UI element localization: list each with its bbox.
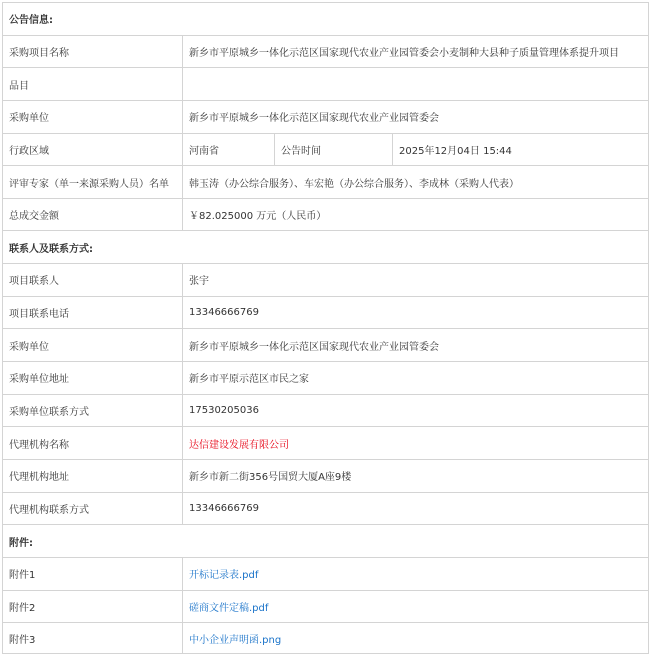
row-value-announce-time: 2025年12月04日 15:44	[393, 133, 649, 166]
table-row	[3, 394, 649, 427]
section-title-contact: 联系人及联系方式:	[3, 231, 649, 264]
row-label-project-name: 采购项目名称	[3, 35, 183, 68]
row-value-region: 河南省	[183, 133, 275, 166]
row-value-purchaser: 新乡市平原城乡一体化示范区国家现代农业产业园管委会	[183, 100, 649, 133]
row-value-agency-address: 新乡市新二街356号国贸大厦A座9楼	[183, 459, 649, 492]
table-row	[3, 557, 649, 590]
row-value-project-phone: 13346666769	[183, 296, 649, 329]
attachment-label: 附件3	[3, 623, 183, 654]
notice-table	[2, 2, 649, 654]
row-value-total: ￥82.025000 万元（人民币）	[183, 198, 649, 231]
table-row	[3, 296, 649, 329]
table-row	[3, 459, 649, 492]
table-row	[3, 427, 649, 460]
attachment-link-negotiation-doc[interactable]: 磋商文件定稿.pdf	[189, 602, 269, 614]
table-row	[3, 492, 649, 525]
table-row	[3, 198, 649, 231]
row-label-purchaser: 采购单位	[3, 100, 183, 133]
attachment-label: 附件2	[3, 590, 183, 623]
row-value-purchaser-contact: 17530205036	[183, 394, 649, 427]
row-value-project-contact: 张宇	[183, 264, 649, 297]
attachment-cell	[183, 623, 649, 654]
table-row	[3, 68, 649, 101]
row-value-project-name: 新乡市平原城乡一体化示范区国家现代农业产业园管委会小麦制种大县种子质量管理体系提升项目	[183, 35, 649, 68]
attachment-cell	[183, 590, 649, 623]
section-title-attachments: 附件:	[3, 525, 649, 558]
row-label-purchaser-contact: 采购单位联系方式	[3, 394, 183, 427]
table-row	[3, 362, 649, 395]
row-label-announce-time: 公告时间	[275, 133, 393, 166]
table-row	[3, 166, 649, 199]
row-label-experts: 评审专家（单一来源采购人员）名单	[3, 166, 183, 199]
row-value-item	[183, 68, 649, 101]
section-title-announcement: 公告信息:	[3, 3, 649, 36]
section-announcement	[3, 3, 649, 36]
row-label-total: 总成交金额	[3, 198, 183, 231]
row-value-agency-contact: 13346666769	[183, 492, 649, 525]
row-value-experts: 韩玉涛（办公综合服务）、车宏艳（办公综合服务）、李成林（采购人代表）	[183, 166, 649, 199]
row-label-contact-purchaser: 采购单位	[3, 329, 183, 362]
row-label-project-contact: 项目联系人	[3, 264, 183, 297]
attachment-link-sme-statement[interactable]: 中小企业声明函.png	[189, 634, 282, 646]
table-row	[3, 590, 649, 623]
row-value-agency-name: 达信建设发展有限公司	[183, 427, 649, 460]
row-value-contact-purchaser: 新乡市平原城乡一体化示范区国家现代农业产业园管委会	[183, 329, 649, 362]
section-contact	[3, 231, 649, 264]
row-label-item: 品目	[3, 68, 183, 101]
section-attachments	[3, 525, 649, 558]
row-label-agency-address: 代理机构地址	[3, 459, 183, 492]
table-row	[3, 133, 649, 166]
row-label-agency-contact: 代理机构联系方式	[3, 492, 183, 525]
table-row	[3, 264, 649, 297]
row-label-region: 行政区域	[3, 133, 183, 166]
table-row	[3, 623, 649, 654]
attachment-cell	[183, 557, 649, 590]
row-label-agency-name: 代理机构名称	[3, 427, 183, 460]
attachment-link-bid-record[interactable]: 开标记录表.pdf	[189, 570, 259, 582]
attachment-label: 附件1	[3, 557, 183, 590]
row-label-project-phone: 项目联系电话	[3, 296, 183, 329]
table-row	[3, 329, 649, 362]
table-row	[3, 35, 649, 68]
table-row	[3, 100, 649, 133]
row-value-purchaser-address: 新乡市平原示范区市民之家	[183, 362, 649, 395]
row-label-purchaser-address: 采购单位地址	[3, 362, 183, 395]
